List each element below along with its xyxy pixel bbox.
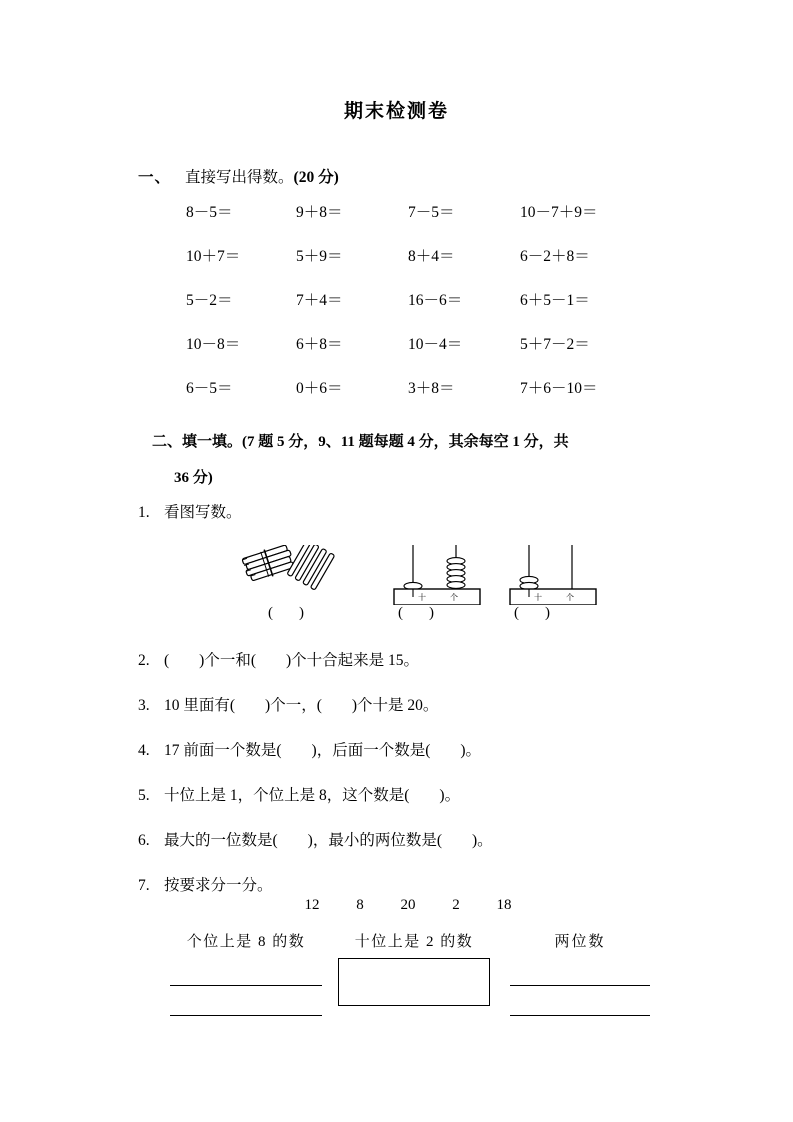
sorting-category-label: 十位上是 2 的数 [354, 934, 474, 950]
sorting-categories [170, 932, 650, 1027]
paren-open: ( [514, 605, 519, 621]
figure-2-answer-parentheses[interactable] [398, 605, 434, 622]
figure-1-answer-parentheses[interactable] [268, 605, 304, 622]
arithmetic-problem: 6－2＋8＝ [520, 248, 590, 265]
question-6-text-part-3: )。 [472, 832, 493, 849]
answer-box[interactable] [338, 958, 490, 1006]
question-6-text-part-1: 最大的一位数是( [164, 832, 278, 849]
sorting-category-two-digit-numbers [510, 932, 650, 1016]
question-5 [138, 785, 460, 807]
sorting-number: 18 [496, 897, 512, 913]
arithmetic-row [186, 379, 656, 423]
question-6-number: 6. [138, 832, 150, 849]
arithmetic-problems-grid [186, 203, 656, 423]
arithmetic-problem: 7＋4＝ [296, 292, 343, 309]
section-1-score: (20 分) [293, 169, 339, 186]
arithmetic-problem: 7＋6－10＝ [520, 380, 598, 397]
figure-3-answer-parentheses[interactable] [514, 605, 550, 622]
question-3-text-part-2: )个一，( [265, 697, 322, 714]
question-2-text-part-1: ( [164, 652, 170, 669]
paren-close: ) [299, 605, 304, 621]
arithmetic-row [186, 203, 656, 247]
question-2-text-part-3: )个十合起来是 15。 [286, 652, 420, 669]
question-3-number: 3. [138, 697, 150, 714]
arithmetic-problem: 10－7＋9＝ [520, 204, 598, 221]
question-7 [138, 875, 273, 897]
arithmetic-problem: 3＋8＝ [408, 380, 455, 397]
arithmetic-problem: 0＋6＝ [296, 380, 343, 397]
question-1 [138, 502, 242, 524]
question-4-text-part-2: )，后面一个数是( [311, 742, 431, 759]
arithmetic-row [186, 335, 656, 379]
question-2-number: 2. [138, 652, 150, 669]
answer-line[interactable] [510, 986, 650, 1016]
arithmetic-problem: 8＋4＝ [408, 248, 455, 265]
section-1-heading [138, 163, 339, 193]
sorting-category-label: 两位数 [554, 934, 606, 950]
arithmetic-problem: 10－8＝ [186, 336, 241, 353]
question-3-text-part-1: 10 里面有( [164, 697, 236, 714]
answer-line[interactable] [170, 956, 322, 986]
question-2-text-part-2: )个一和( [199, 652, 256, 669]
page-title: 期末检测卷 [343, 100, 449, 122]
paren-open: ( [268, 605, 273, 621]
arithmetic-problem: 10＋7＝ [186, 248, 241, 265]
arithmetic-problem: 6＋8＝ [296, 336, 343, 353]
question-1-number: 1. [138, 504, 150, 521]
abacus-1-icon [390, 545, 486, 605]
question-2 [138, 650, 419, 672]
question-5-text-part-2: )。 [439, 787, 461, 804]
svg-text:十: 十 [534, 593, 542, 602]
paren-close: ) [545, 605, 550, 621]
sorting-numbers-list [288, 897, 528, 914]
paren-open: ( [398, 605, 403, 621]
arithmetic-problem: 10－4＝ [408, 336, 463, 353]
arithmetic-problem: 5＋7－2＝ [520, 336, 590, 353]
question-3 [138, 695, 438, 717]
arithmetic-row [186, 247, 656, 291]
question-4 [138, 740, 481, 762]
section-2-heading [152, 424, 672, 496]
sorting-number: 20 [400, 897, 416, 913]
arithmetic-problem: 6－5＝ [186, 380, 233, 397]
sorting-answer-lines[interactable] [510, 956, 650, 1016]
question-7-number: 7. [138, 877, 150, 894]
section-2-heading-line-2: 36 分) [174, 470, 213, 486]
answer-line[interactable] [510, 956, 650, 986]
arithmetic-row [186, 291, 656, 335]
section-1-number: 一、 [138, 169, 172, 186]
sorting-number: 2 [452, 897, 460, 913]
question-4-number: 4. [138, 742, 150, 759]
question-4-text-part-3: )。 [460, 742, 482, 759]
arithmetic-problem: 9＋8＝ [296, 204, 343, 221]
svg-text:个: 个 [566, 593, 574, 602]
counting-sticks-icon [238, 545, 358, 605]
arithmetic-problem: 5＋9＝ [296, 248, 343, 265]
answer-line[interactable] [170, 986, 322, 1016]
svg-text:个: 个 [450, 593, 458, 602]
question-6-text-part-2: )，最小的两位数是( [307, 832, 442, 849]
question-6 [138, 830, 493, 852]
question-1-text: 看图写数。 [164, 504, 242, 521]
svg-text:十: 十 [418, 593, 426, 602]
section-1-title: 直接写出得数。 [185, 169, 294, 186]
sorting-answer-lines[interactable] [170, 956, 322, 1016]
sorting-number: 8 [356, 897, 364, 913]
sorting-category-tens-digit-2 [338, 932, 490, 1006]
question-1-figures [238, 545, 638, 630]
sorting-number: 12 [304, 897, 320, 913]
paren-close: ) [429, 605, 434, 621]
question-5-number: 5. [138, 787, 150, 804]
question-5-text-part-1: 十位上是 1，个位上是 8，这个数是( [164, 787, 410, 804]
question-3-text-part-3: )个十是 20。 [351, 697, 439, 714]
sorting-category-ones-digit-8 [170, 932, 322, 1016]
arithmetic-problem: 6＋5－1＝ [520, 292, 590, 309]
section-2-heading-line-1: 二、填一填。(7 题 5 分，9、11 题每题 4 分，其余每空 1 分，共 [152, 434, 569, 450]
question-4-text-part-1: 17 前面一个数是( [164, 742, 282, 759]
arithmetic-problem: 7－5＝ [408, 204, 455, 221]
abacus-2-icon [506, 545, 602, 605]
sorting-category-label: 个位上是 8 的数 [186, 934, 306, 950]
arithmetic-problem: 8－5＝ [186, 204, 233, 221]
question-7-text: 按要求分一分。 [164, 877, 273, 894]
arithmetic-problem: 5－2＝ [186, 292, 233, 309]
arithmetic-problem: 16－6＝ [408, 292, 463, 309]
